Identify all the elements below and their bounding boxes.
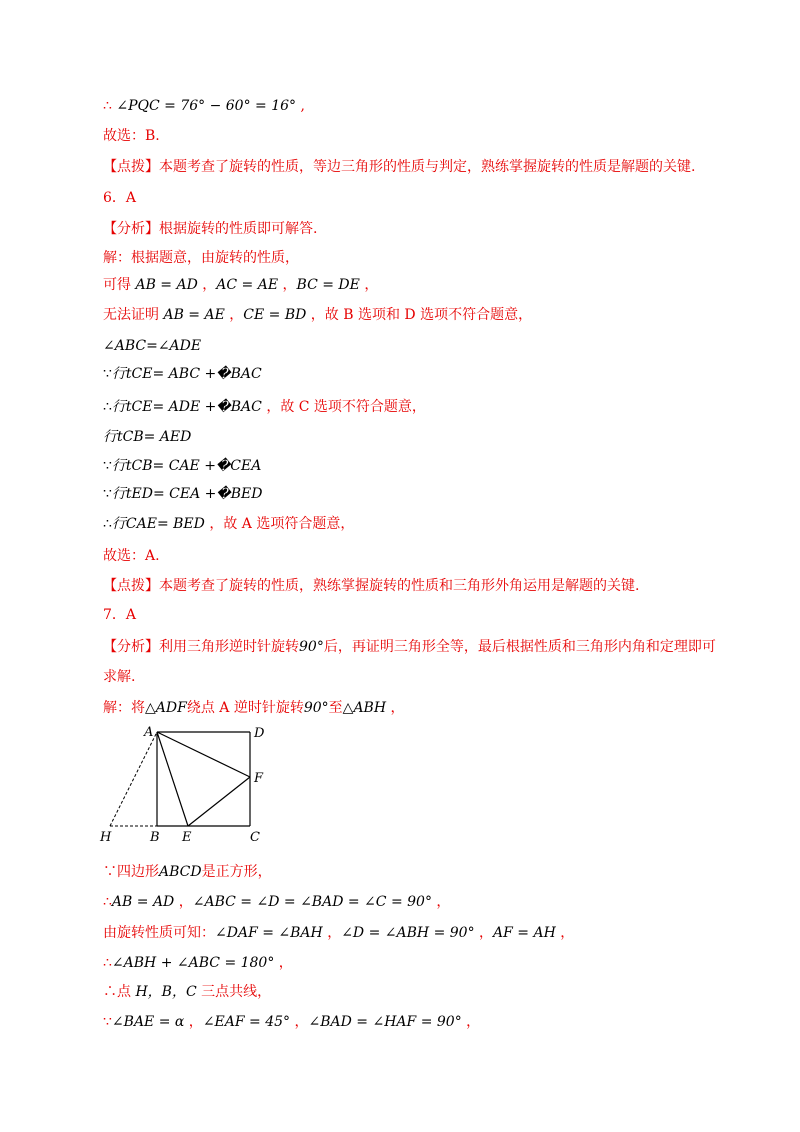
text-segment: ， [197, 277, 217, 293]
text-line [103, 862, 272, 882]
text-line [103, 605, 136, 625]
label-c: C [250, 830, 260, 845]
math-expression: ABCD [159, 864, 202, 880]
text-line [103, 219, 317, 239]
text-line [103, 923, 574, 943]
text-segment: 点 [117, 984, 136, 1000]
text-line [103, 364, 262, 384]
text-segment: 四边形 [117, 864, 159, 880]
text-segment: 解：将 [103, 700, 145, 716]
text-segment: 绕点 A 逆时针旋转 [186, 700, 304, 716]
math-expression: AC = AE [216, 277, 279, 293]
text-segment: ， [474, 925, 494, 941]
text-line [103, 275, 378, 295]
text-segment: ， [386, 700, 405, 716]
segment-af [157, 732, 250, 777]
text-segment: 可得 [103, 277, 136, 293]
math-expression: BC = DE [296, 277, 360, 293]
label-b: B [150, 830, 160, 845]
text-line [103, 336, 201, 356]
text-segment: ， [461, 1014, 481, 1030]
math-expression: 行tCB= AED [103, 429, 192, 445]
text-line [103, 698, 405, 718]
text-segment: ∴ [103, 399, 112, 415]
math-expression: AB = AD [135, 277, 198, 293]
text-segment: ，故 A 选项符合题意， [204, 516, 355, 532]
text-line [103, 637, 716, 657]
geometry-figure [96, 722, 276, 846]
math-expression: 行tCE= ADE +�BAC [111, 399, 262, 415]
text-line [103, 397, 426, 417]
text-segment: ， [322, 925, 342, 941]
text-segment: ∵ [103, 366, 112, 382]
text-line [103, 667, 135, 687]
text-segment: , [296, 98, 305, 114]
text-segment: ， [555, 925, 575, 941]
text-segment: ， [224, 307, 244, 323]
math-expression: ∠BAD = ∠HAF = 90° [308, 1014, 462, 1030]
text-line [103, 248, 299, 268]
text-segment: 故选：B. [103, 128, 160, 144]
label-d: D [254, 726, 265, 741]
text-segment: 求解. [103, 669, 136, 685]
math-expression: H，B，C [135, 984, 197, 1000]
math-expression: AB = AD [111, 894, 175, 910]
math-expression: ∠DAF = ∠BAH [215, 925, 323, 941]
text-segment: ，故 C 选项不符合题意， [261, 399, 426, 415]
text-segment: ∴ [103, 984, 117, 1000]
text-segment: 三点共线， [196, 984, 272, 1000]
math-expression: AF = AH [493, 925, 556, 941]
text-segment: ， [174, 894, 193, 910]
math-expression: CE = BD [243, 307, 307, 323]
text-line [103, 576, 639, 596]
label-h: H [100, 830, 112, 845]
segment-ef [188, 777, 250, 826]
label-e: E [182, 830, 192, 845]
label-a: A [144, 725, 154, 740]
text-line [103, 126, 160, 146]
text-segment: ，故 B 选项和 D 选项不符合题意， [306, 307, 533, 323]
text-segment: 解：根据题意，由旋转的性质， [103, 250, 299, 266]
text-segment: 故选：A. [103, 548, 160, 564]
text-segment: 7．A [103, 607, 137, 623]
text-segment: 由旋转性质可知： [103, 925, 215, 941]
text-line [103, 427, 191, 447]
text-segment: ， [359, 277, 379, 293]
text-segment: ∴ [103, 516, 112, 532]
text-line [103, 514, 354, 534]
math-expression: 行tCB= CAE +�CEA [111, 458, 262, 474]
math-expression: ∠ABC=∠ADE [103, 338, 202, 354]
text-line [103, 953, 293, 973]
text-line [103, 305, 532, 325]
math-expression: 90° [303, 700, 329, 716]
text-segment: 6．A [103, 190, 137, 206]
text-segment: ∴ [103, 894, 112, 910]
text-segment: ∴ [103, 955, 112, 971]
math-expression: ∠ABC = ∠D = ∠BAD = ∠C = 90° [192, 894, 432, 910]
text-segment: ， [290, 1014, 309, 1030]
math-expression: 行tED= CEA +�BED [111, 486, 263, 502]
text-segment: ∴ [103, 98, 117, 114]
text-segment: ， [431, 894, 451, 910]
text-segment: ， [184, 1014, 203, 1030]
math-expression: ∠EAF = 45° [202, 1014, 291, 1030]
text-line [103, 188, 136, 208]
math-expression: △ADF [145, 700, 187, 716]
text-segment: 【点拨】本题考查了旋转的性质，熟练掌握旋转的性质和三角形外角运用是解题的关键. [103, 578, 640, 594]
text-line [103, 96, 305, 116]
math-expression: ∠PQC = 76° − 60° = 16° [116, 98, 297, 114]
math-expression: ∠D = ∠ABH = 90° [341, 925, 475, 941]
text-segment: ∵ [103, 486, 112, 502]
text-line [103, 157, 695, 177]
text-line [103, 982, 271, 1002]
text-segment: ∵ [103, 458, 112, 474]
text-segment: 【分析】根据旋转的性质即可解答. [103, 221, 318, 237]
math-expression: 行CAE= BED [111, 516, 205, 532]
segment-ae [157, 732, 188, 826]
text-segment: ∵ [103, 1014, 112, 1030]
math-expression: 行tCE= ABC +�BAC [111, 366, 262, 382]
text-segment: ， [278, 277, 297, 293]
math-expression: ∠ABH + ∠ABC = 180° [111, 955, 275, 971]
text-segment: 后，再证明三角形全等，最后根据性质和三角形内角和定理即可 [323, 639, 716, 655]
math-expression: 90° [299, 639, 324, 655]
text-line [103, 1012, 480, 1032]
text-line [103, 484, 262, 504]
math-expression: AB = AE [163, 307, 225, 323]
segment-ha-dashed [110, 732, 157, 826]
label-f: F [254, 771, 264, 786]
text-segment: ∵ [103, 864, 117, 880]
text-segment: 【分析】利用三角形逆时针旋转 [103, 639, 299, 655]
text-segment: 至 [328, 700, 343, 716]
text-segment: 是正方形， [201, 864, 272, 880]
text-segment: ， [274, 955, 293, 971]
text-line [103, 456, 261, 476]
text-segment: 无法证明 [103, 307, 164, 323]
text-segment: 【点拨】本题考查了旋转的性质，等边三角形的性质与判定，熟练掌握旋转的性质是解题的关键. [103, 159, 696, 175]
text-line [103, 892, 450, 912]
text-line [103, 546, 160, 566]
math-expression: △ABH [342, 700, 387, 716]
math-expression: ∠BAE = α [111, 1014, 185, 1030]
